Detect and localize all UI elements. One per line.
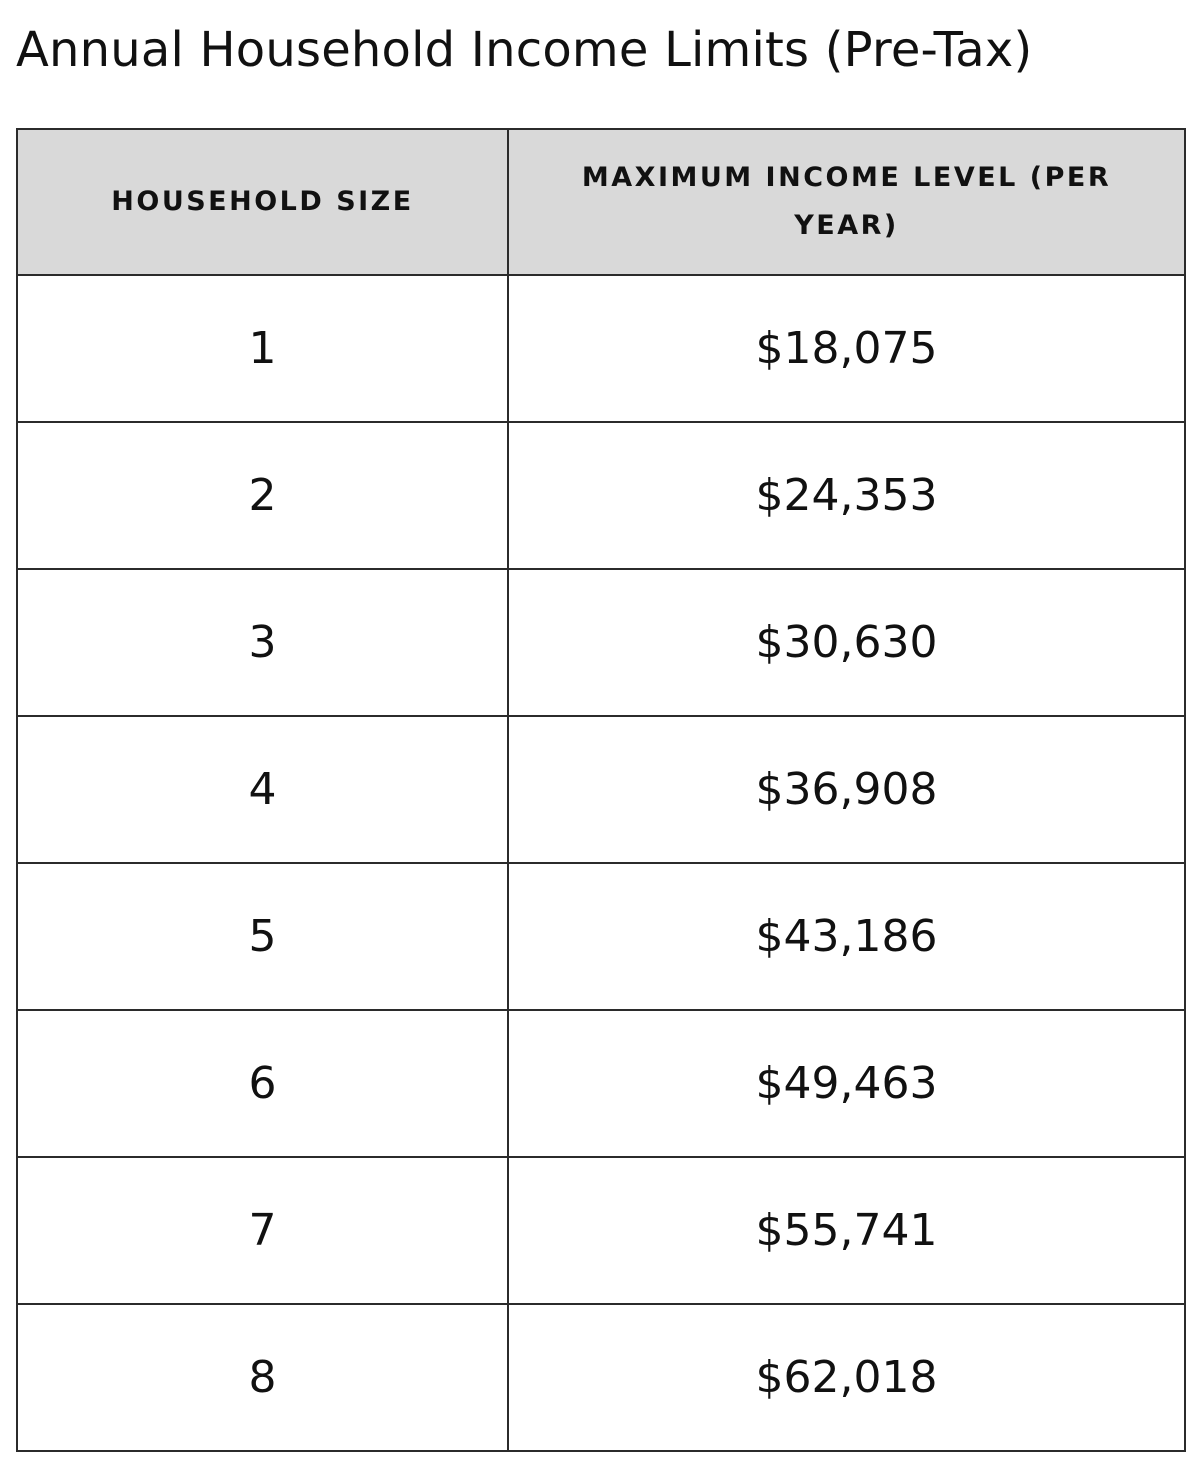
income-limit-cell: $43,186 bbox=[508, 863, 1185, 1010]
income-limit-cell: $36,908 bbox=[508, 716, 1185, 863]
income-limit-cell: $55,741 bbox=[508, 1157, 1185, 1304]
income-limit-cell: $24,353 bbox=[508, 422, 1185, 569]
income-limit-cell: $18,075 bbox=[508, 275, 1185, 422]
table-row bbox=[17, 1304, 1185, 1451]
table-header bbox=[17, 129, 1185, 275]
household-size-cell: 5 bbox=[17, 863, 508, 1010]
household-size-cell: 4 bbox=[17, 716, 508, 863]
table-row bbox=[17, 422, 1185, 569]
column-header-household-size bbox=[17, 129, 508, 275]
table-row bbox=[17, 863, 1185, 1010]
table-row bbox=[17, 1010, 1185, 1157]
column-header-max-income-label: MAXIMUM INCOME LEVEL (PER YEAR) bbox=[581, 162, 1112, 241]
page-title: Annual Household Income Limits (Pre-Tax) bbox=[16, 22, 1033, 78]
header-row bbox=[17, 129, 1185, 275]
household-size-cell: 1 bbox=[17, 275, 508, 422]
column-header-household-size-label: HOUSEHOLD SIZE bbox=[111, 186, 414, 217]
household-size-cell: 6 bbox=[17, 1010, 508, 1157]
income-limit-cell: $30,630 bbox=[508, 569, 1185, 716]
table-row bbox=[17, 1157, 1185, 1304]
income-limits-table bbox=[16, 128, 1186, 1452]
household-size-cell: 3 bbox=[17, 569, 508, 716]
table-row bbox=[17, 275, 1185, 422]
column-header-max-income bbox=[508, 129, 1185, 275]
income-limit-cell: $49,463 bbox=[508, 1010, 1185, 1157]
household-size-cell: 7 bbox=[17, 1157, 508, 1304]
table-row bbox=[17, 569, 1185, 716]
household-size-cell: 8 bbox=[17, 1304, 508, 1451]
household-size-cell: 2 bbox=[17, 422, 508, 569]
income-limit-cell: $62,018 bbox=[508, 1304, 1185, 1451]
table-row bbox=[17, 716, 1185, 863]
table-body bbox=[17, 275, 1185, 1451]
